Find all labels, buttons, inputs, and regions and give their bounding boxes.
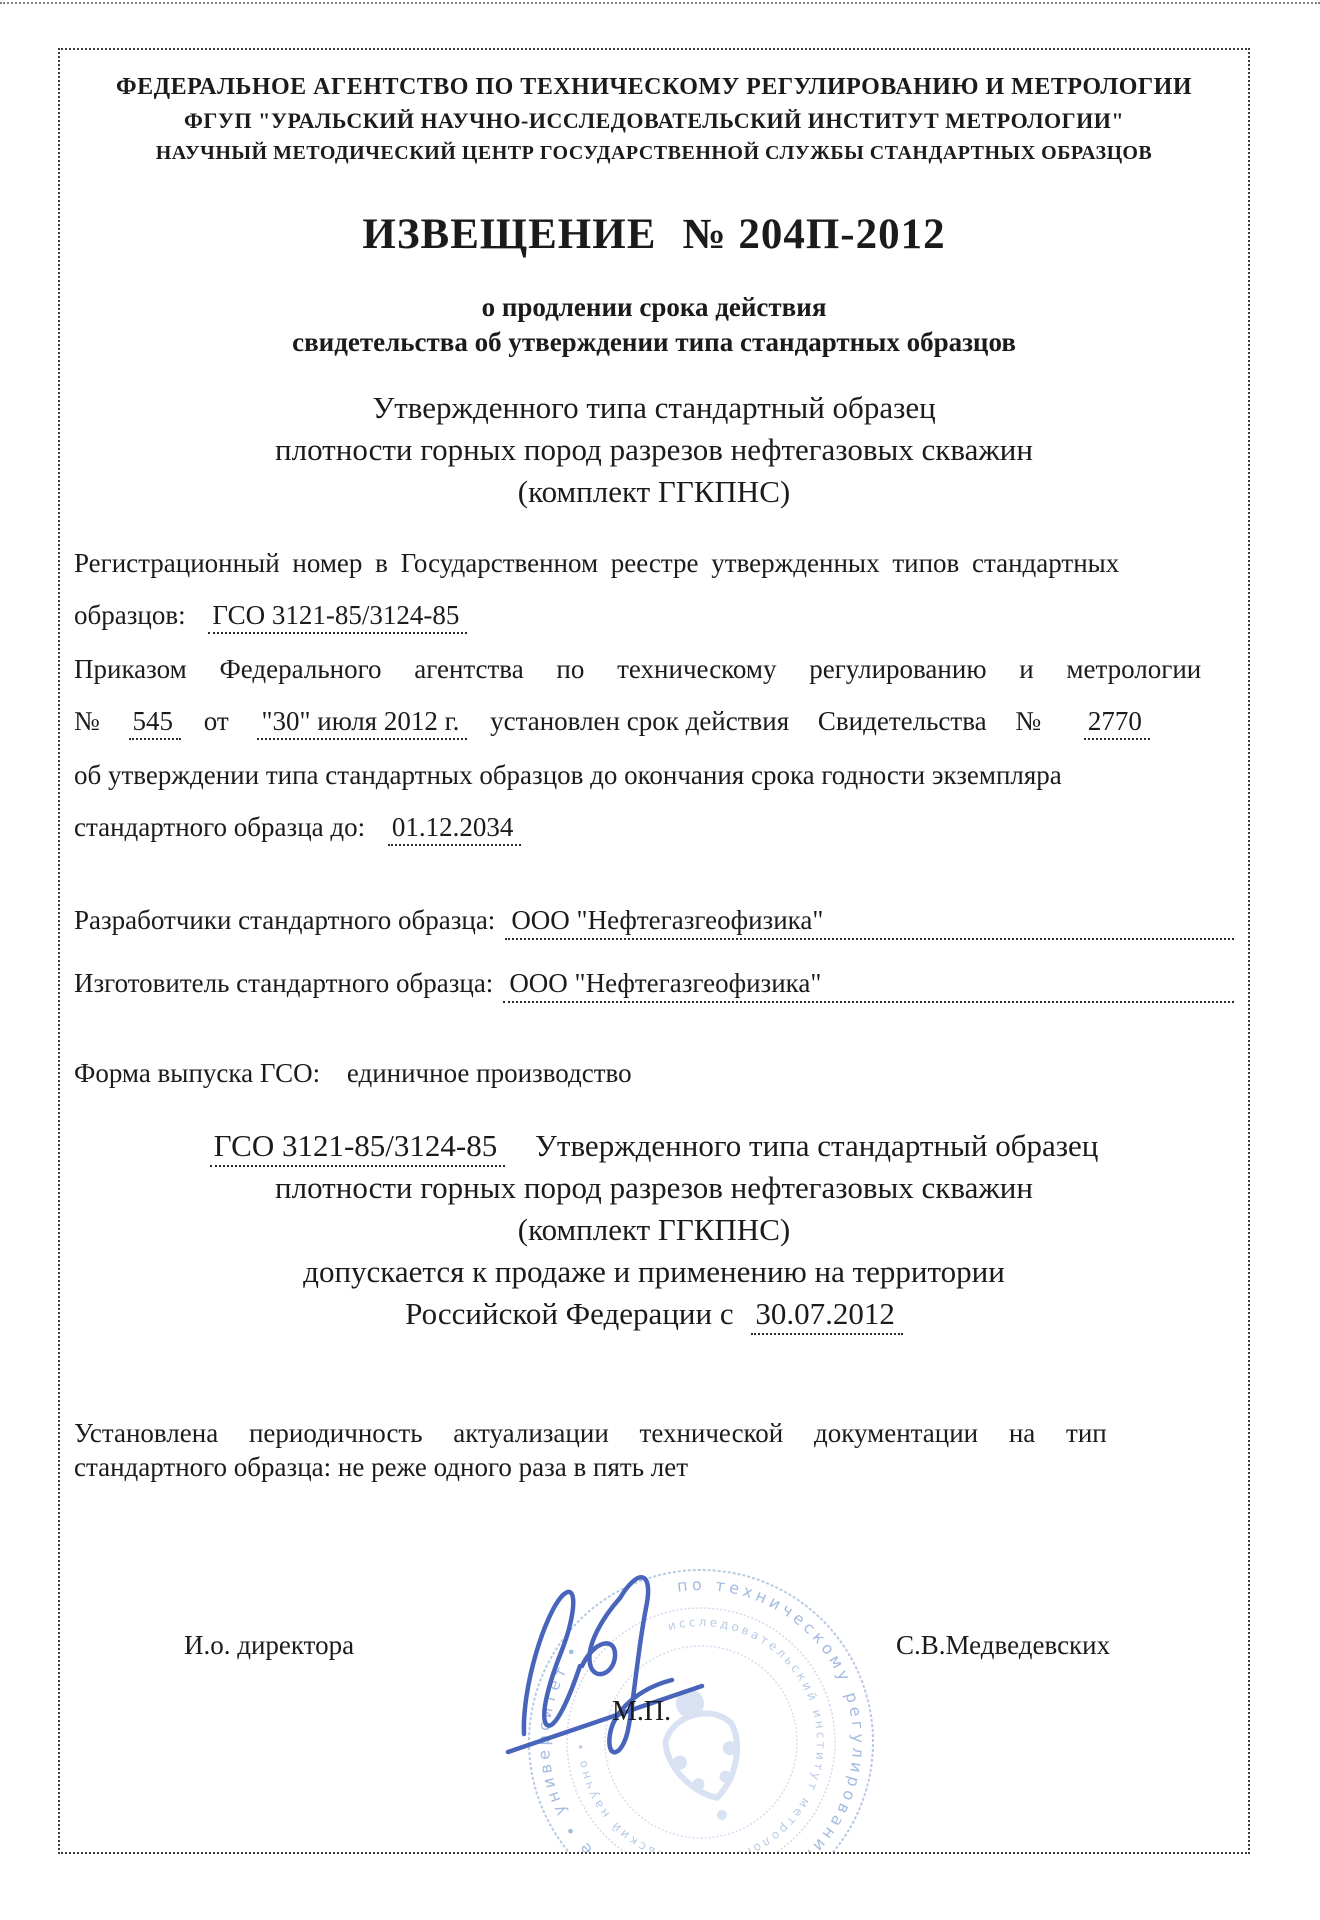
- subject-line3: (комплект ГГКПНС): [517, 474, 791, 509]
- order-line2: [74, 706, 1234, 737]
- registration-line2: [74, 600, 1234, 631]
- approval-line2: плотности горных пород разрезов нефтегазовых скважин: [275, 1170, 1033, 1205]
- order-line4: [74, 812, 1234, 843]
- approval-gso-number: ГСО 3121-85/3124-85: [210, 1128, 506, 1167]
- release-form-value: единичное производство: [346, 1058, 632, 1088]
- certificate-no-sign: №: [1015, 706, 1042, 736]
- certificate-number: 2770: [1084, 706, 1150, 740]
- developers-fill-line: [505, 905, 1234, 940]
- document-title-word: ИЗВЕЩЕНИЕ: [362, 211, 657, 258]
- registration-label: образцов:: [74, 600, 186, 630]
- signature-stroke: [508, 1577, 702, 1752]
- developers-row: [74, 905, 1234, 940]
- document-title: [74, 210, 1234, 259]
- approval-line4: допускается к продаже и применению на территории: [303, 1254, 1005, 1289]
- periodicity-line2: стандартного образца: не реже одного раза в пять лет: [74, 1452, 689, 1482]
- signer-name: С.В.Медведевских: [896, 1630, 1111, 1660]
- release-form-row: [74, 1058, 1234, 1089]
- developers-label: Разработчики стандартного образца:: [74, 905, 496, 935]
- org-name-line2: ФГУП "УРАЛЬСКИЙ НАУЧНО-ИССЛЕДОВАТЕЛЬСКИЙ ИНСТИТУТ МЕТРОЛОГИИ": [183, 108, 1125, 133]
- approval-line3: (комплект ГГКПНС): [517, 1212, 791, 1247]
- order-line1: Приказом Федерального агентства по техническому регулированию и метрологии: [74, 654, 1202, 684]
- order-no-sign: №: [74, 706, 100, 736]
- manufacturer-row: [74, 968, 1234, 1003]
- scan-edge-line: [0, 2, 1320, 4]
- manufacturer-fill-line: [503, 968, 1234, 1003]
- stamp-ring-text-outer: по техническому регулированию • государственное • университет •: [533, 1574, 869, 1910]
- seal-place-mark: М.П.: [612, 1696, 672, 1727]
- order-date: "30" июля 2012 г.: [257, 706, 467, 740]
- document-subtitle-line2: свидетельства об утверждении типа стандартных образцов: [292, 327, 1016, 357]
- document-dotted-border: [58, 48, 1250, 1910]
- approval-line5: [74, 1296, 1234, 1332]
- approval-line5-prefix: Российской Федерации с: [405, 1296, 734, 1331]
- order-ot-word: от: [203, 706, 229, 736]
- signer-position: И.о. директора: [184, 1630, 355, 1660]
- org-name-line1: ФЕДЕРАЛЬНОЕ АГЕНТСТВО ПО ТЕХНИЧЕСКОМУ РЕГУЛИРОВАНИЮ И МЕТРОЛОГИИ: [116, 74, 1192, 100]
- approval-line1: [74, 1128, 1234, 1164]
- approval-line1-rest: Утвержденного типа стандартный образец: [534, 1128, 1099, 1163]
- release-form-label: Форма выпуска ГСО:: [74, 1058, 321, 1088]
- subject-line1: Утвержденного типа стандартный образец: [372, 390, 936, 425]
- order-middle-text: установлен срок действия: [490, 706, 790, 736]
- manufacturer-value: ООО "Нефтегазгеофизика": [509, 968, 822, 998]
- gso-registration-number: ГСО 3121-85/3124-85: [208, 600, 467, 634]
- stamp-ring-text-inner: исследовательский институт метрологии • уральский научно •: [573, 1614, 829, 1870]
- certificate-word: Свидетельства: [817, 706, 987, 736]
- approval-sale-date: 30.07.2012: [751, 1296, 903, 1335]
- periodicity-line1: Установлена периодичность актуализации технической документации на тип: [74, 1418, 1107, 1448]
- document-subtitle-line1: о продлении срока действия: [481, 292, 827, 322]
- registration-line1: Регистрационный номер в Государственном реестре утвержденных типов стандартных: [74, 548, 1120, 578]
- manufacturer-label: Изготовитель стандартного образца:: [74, 968, 494, 998]
- expiry-date: 01.12.2034: [388, 812, 522, 846]
- subject-line2: плотности горных пород разрезов нефтегазовых скважин: [275, 432, 1033, 467]
- order-number: 545: [129, 706, 182, 740]
- director-signature: [496, 1538, 720, 1788]
- org-name-line3: НАУЧНЫЙ МЕТОДИЧЕСКИЙ ЦЕНТР ГОСУДАРСТВЕННОЙ СЛУЖБЫ СТАНДАРТНЫХ ОБРАЗЦОВ: [155, 142, 1153, 164]
- developers-value: ООО "Нефтегазгеофизика": [511, 905, 824, 935]
- expiry-label: стандартного образца до:: [74, 812, 366, 842]
- document-title-number: № 204П-2012: [682, 211, 946, 258]
- order-line3: об утверждении типа стандартных образцов до окончания срока годности экземпляра: [74, 760, 1062, 790]
